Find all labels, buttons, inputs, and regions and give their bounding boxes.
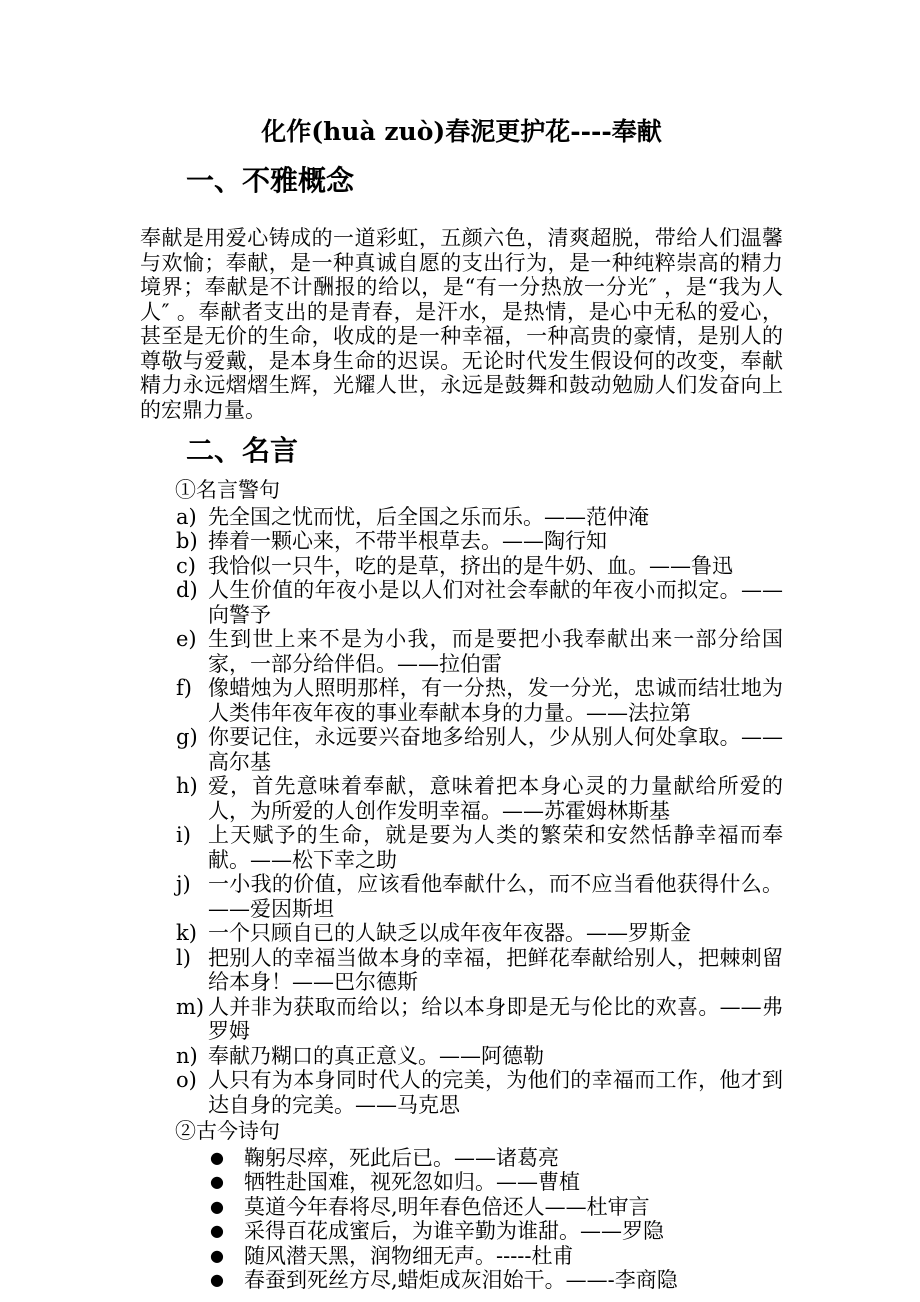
quote-marker: c) (176, 553, 196, 578)
quote-item (176, 921, 783, 946)
quote-item (176, 872, 783, 921)
bullet-icon: ● (210, 1245, 224, 1265)
quote-item (176, 578, 783, 627)
quote-marker: n) (176, 1043, 198, 1068)
poem-item (210, 1170, 783, 1195)
poem-item (210, 1146, 783, 1171)
quote-marker: j) (176, 872, 191, 896)
quote-item (176, 1044, 783, 1069)
poem-text: 牺牲赴国难，视死忽如归。——曹植 (244, 1170, 580, 1194)
quote-text: 像蜡烛为人照明那样，有一分热，发一分光，忠诚而结壮地为人类伟年夜年夜的事业奉献本身的力量。——法拉第 (208, 676, 783, 725)
poem-text: 鞠躬尽瘁，死此后已。——诸葛亮 (244, 1145, 559, 1170)
quote-marker: m) (176, 994, 205, 1019)
poem-text: 随风潜天黑，润物细无声。-----杜甫 (244, 1243, 574, 1268)
poem-list (140, 1146, 783, 1293)
quote-text: 上天赋予的生命，就是要为人类的繁荣和安然恬静幸福而奉献。——松下幸之助 (208, 823, 783, 872)
quote-item (176, 676, 783, 725)
sublabel-poem-lines: ②古今诗句 (175, 1119, 280, 1143)
quote-text: 你要记住，永远要兴奋地多给别人，少从别人何处拿取。——高尔基 (208, 725, 783, 774)
quote-marker: k) (176, 921, 197, 945)
document-title: 化作(huà zuò)春泥更护花----奉献 (261, 117, 662, 146)
quote-text: 捧着一颗心来，不带半根草去。——陶行知 (208, 529, 607, 553)
concept-paragraph: 奉献是用爱心铸成的一道彩虹，五颜六色，清爽超脱，带给人们温馨与欢愉；奉献，是一种真诚自愿的支出行为，是一种纯粹崇高的精力境界；奉献是不计酬报的给以，是“有一分热放一分光″ ，是“我为人人″ 。奉献者支出的是青春，是汗水，是热情，是心中无私的爱心，甚至是无价的生命，收成的是一种幸福，一种高贵的豪情，是别人的尊敬与爱戴，是本身生命的迟误。无论时代发生假设何的改变，奉献精力永远熠熠生辉，光耀人世，永远是鼓舞和鼓动勉励人们发奋向上的宏鼎力量。 (140, 226, 783, 422)
quote-marker: b) (176, 529, 198, 553)
quote-item (176, 627, 783, 676)
quote-text: 生到世上来不是为小我，而是要把小我奉献出来一部分给国家，一部分给伴侣。——拉伯雷 (208, 627, 783, 676)
quote-text: 一个只顾自已的人缺乏以成年夜年夜器。——罗斯金 (208, 921, 691, 945)
bullet-icon: ● (210, 1221, 224, 1240)
quote-marker: h) (176, 774, 198, 798)
quote-text: 人生价值的年夜小是以人们对社会奉献的年夜小而拟定。——向警予 (208, 578, 783, 627)
quote-marker: l) (176, 945, 191, 970)
quote-item (176, 554, 783, 579)
quote-marker: f) (176, 676, 192, 700)
quote-text: 把别人的幸福当做本身的幸福，把鲜花奉献给别人，把棘刺留给本身！——巴尔德斯 (208, 945, 783, 994)
poem-text: 莫道今年春将尽,明年春色倍还人——杜审言 (244, 1194, 650, 1219)
section-heading-concept: 一、不雅概念 (186, 164, 355, 197)
quote-marker: i) (176, 823, 191, 847)
quote-item (176, 505, 783, 530)
poem-item (210, 1195, 783, 1220)
poem-text: 采得百花成蜜后，为谁辛勤为谁甜。——罗隐 (244, 1219, 664, 1243)
quote-text: 我恰似一只牛，吃的是草，挤出的是牛奶、血。——鲁迅 (208, 553, 733, 578)
quote-item (176, 774, 783, 823)
quote-text: 人只有为本身同时代人的完美，为他们的幸福而工作，他才到达自身的完美。——马克思 (208, 1068, 783, 1117)
quote-marker: e) (176, 627, 197, 651)
quote-marker: o) (176, 1068, 197, 1092)
quote-text: 先全国之忧而忧，后全国之乐而乐。——范仲淹 (208, 504, 649, 529)
quote-item (176, 995, 783, 1044)
quote-text: 奉献乃糊口的真正意义。——阿德勒 (208, 1043, 544, 1068)
bullet-icon: ● (210, 1172, 224, 1191)
quote-marker: g) (176, 725, 198, 749)
bullet-icon: ● (210, 1147, 224, 1167)
poem-text: 春蚕到死丝方尽,蜡炬成灰泪始干。——-李商隐 (244, 1268, 678, 1292)
quote-marker: d) (176, 578, 198, 602)
sublabel-famous-quotes: ①名言警句 (175, 478, 280, 502)
quote-item (176, 1068, 783, 1117)
bullet-icon: ● (210, 1196, 224, 1216)
quote-text: 人并非为获取而给以；给以本身即是无与伦比的欢喜。——弗罗姆 (208, 994, 783, 1043)
quote-marker: a) (176, 504, 197, 529)
section-heading-quotes: 二、名言 (186, 434, 299, 467)
quote-item (176, 529, 783, 554)
poem-item (210, 1268, 783, 1293)
quote-item (176, 946, 783, 995)
quote-item (176, 725, 783, 774)
poem-item (210, 1219, 783, 1244)
quote-text: 爱，首先意味着奉献，意味着把本身心灵的力量献给所爱的人，为所爱的人创作发明幸福。——苏霍姆林斯基 (208, 774, 783, 823)
poem-item (210, 1244, 783, 1269)
quote-item (176, 823, 783, 872)
quote-list (140, 505, 783, 1118)
quote-text: 一小我的价值，应该看他奉献什么，而不应当看他获得什么。——爱因斯坦 (208, 872, 783, 921)
bullet-icon: ● (210, 1270, 224, 1289)
